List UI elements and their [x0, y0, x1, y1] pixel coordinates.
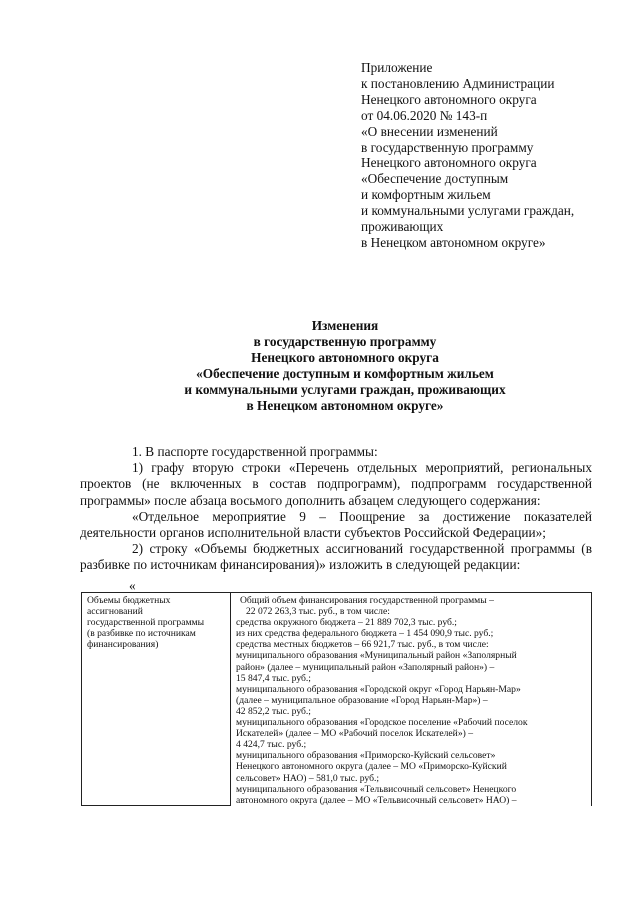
heading-line: Ненецкого автономного округа — [251, 350, 439, 365]
annex-line: в государственную программу — [361, 139, 534, 155]
annex-line: к постановлению Администрации — [361, 75, 555, 91]
annex-line: Приложение — [361, 60, 433, 75]
heading-line: в Ненецком автономном округе» — [246, 398, 444, 413]
cell-line: муниципального образования «Городское поселение «Рабочий поселок — [236, 717, 528, 729]
cell-line: Искателей» (далее – МО «Рабочий поселок Искателей») – — [236, 728, 473, 740]
document-body — [80, 444, 592, 574]
cell-line: (в разбивке по источникам — [87, 628, 196, 640]
annex-block — [361, 60, 621, 251]
budget-table — [81, 592, 592, 806]
heading-line: Изменения — [311, 318, 379, 333]
cell-line: район» (далее – муниципальный район «Заполярный район») – — [236, 661, 495, 673]
annex-line: и комфортным жильем — [361, 187, 491, 203]
annex-line: от 04.06.2020 № 143-п — [361, 107, 488, 123]
cell-line: (далее – муниципальное образование «Город Нарьян-Мар») – — [236, 694, 488, 706]
cell-line: финансирования) — [87, 639, 159, 651]
annex-line: и коммунальными услугами граждан, — [361, 203, 575, 219]
table-row — [82, 593, 592, 806]
cell-line: 15 847,4 тыс. руб.; — [236, 672, 311, 684]
annex-line: в Ненецком автономном округе» — [361, 234, 546, 250]
opening-quote: « — [129, 578, 136, 593]
cell-line: средства местных бюджетов – 66 921,7 тыс. руб., в том числе: — [236, 639, 489, 651]
cell-line: Общий объем финансирования государственной программы – — [240, 595, 494, 606]
cell-line: 4 424,7 тыс. руб.; — [236, 739, 307, 751]
cell-line: муниципального образования «Тельвисочный сельсовет» Ненецкого — [236, 783, 517, 795]
paragraph-3: «Отдельное мероприятие 9 – Поощрение за достижение показателей деятельности органов исполнительной власти субъектов Российской Федерации»; — [80, 508, 592, 541]
cell-line: средства окружного бюджета – 21 889 702,3 тыс. руб.; — [236, 617, 457, 629]
heading-line: «Обеспечение доступным и комфортным жильем — [196, 366, 494, 381]
paragraph-4: 2) строку «Объемы бюджетных ассигнований государственной программы (в разбивке по источникам финансирования)» изложить в следующей редакции: — [80, 541, 592, 573]
cell-line: муниципального образования «Приморско-Куйский сельсовет» — [236, 750, 496, 762]
cell-line: Ненецкого автономного округа (далее – МО «Приморско-Куйский — [236, 761, 507, 773]
cell-line: муниципального образования «Муниципальный район «Заполярный — [236, 650, 517, 662]
heading-line: в государственную программу — [253, 334, 437, 349]
heading-line: и коммунальными услугами граждан, проживающих — [184, 382, 506, 397]
cell-line: сельсовет» НАО) – 581,0 тыс. руб.; — [236, 772, 380, 784]
annex-line: Ненецкого автономного округа — [361, 91, 537, 107]
cell-line: 42 852,2 тыс. руб.; — [236, 705, 311, 717]
cell-line: ассигнований — [87, 606, 143, 618]
cell-line: государственной программы — [87, 617, 205, 629]
cell-line: 22 072 263,3 тыс. руб., в том числе: — [246, 606, 390, 618]
annex-line: проживающих — [361, 219, 444, 235]
annex-line: «Обеспечение доступным — [361, 171, 509, 187]
annex-line: Ненецкого автономного округа — [361, 155, 537, 171]
cell-line: Объемы бюджетных — [87, 595, 171, 606]
paragraph-2: 1) графу вторую строки «Перечень отдельных мероприятий, региональных проектов (не включенных в состав подпрограмм), подпрограмм государственной программы» после абзаца восьмого дополнить абзацем следующего содержания: — [80, 460, 592, 508]
cell-line: муниципального образования «Городской округ «Город Нарьян-Мар» — [236, 683, 521, 695]
annex-line: «О внесении изменений — [361, 123, 498, 139]
table-row-value-cell — [231, 593, 592, 806]
cell-line: из них средства федерального бюджета – 1 454 090,9 тыс. руб.; — [236, 628, 494, 640]
cell-line: автономного округа (далее – МО «Тельвисочный сельсовет» НАО) – — [236, 794, 517, 806]
paragraph-1: 1. В паспорте государственной программы: — [132, 444, 378, 459]
document-heading — [120, 318, 570, 414]
table-row-header-cell — [82, 593, 231, 806]
